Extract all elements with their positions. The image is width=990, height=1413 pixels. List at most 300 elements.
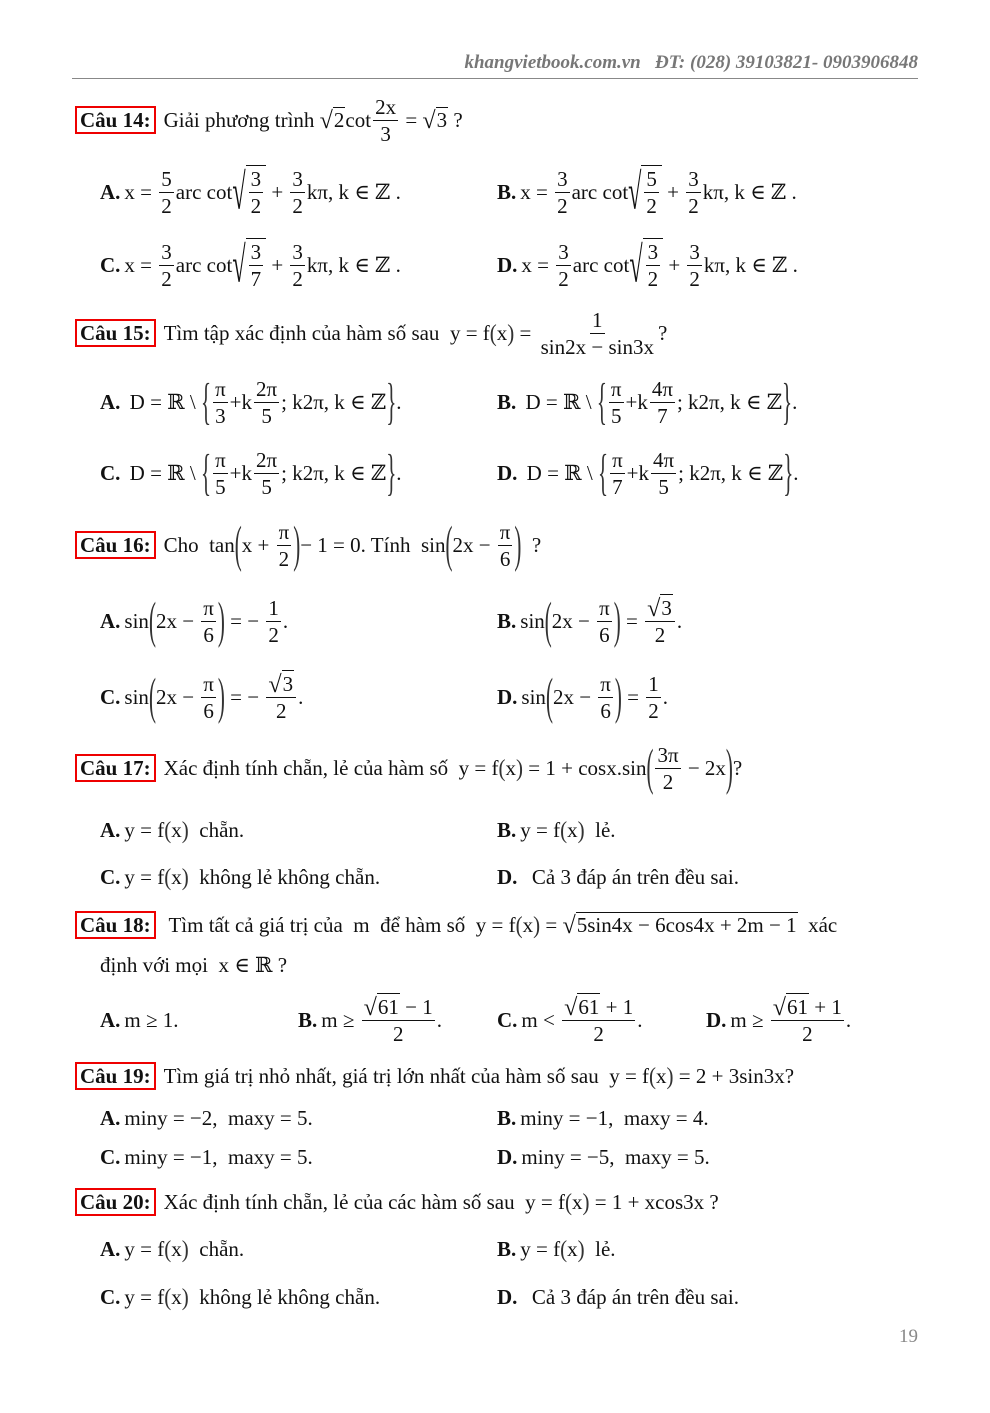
answer-option-a xyxy=(100,591,288,651)
math-text: y = f xyxy=(124,1236,165,1261)
math-group xyxy=(124,862,381,891)
numerator xyxy=(159,239,174,266)
parenthesis-group xyxy=(564,1187,590,1216)
fraction xyxy=(249,166,264,219)
math-text: 5 xyxy=(161,166,172,191)
denominator xyxy=(277,546,292,572)
math-text: . xyxy=(436,1007,442,1032)
parenthesis-group xyxy=(489,318,515,347)
math-text: xác xyxy=(797,912,838,937)
math-text: ? xyxy=(657,320,668,345)
numerator xyxy=(651,447,676,474)
numerator xyxy=(498,519,513,546)
denominator xyxy=(213,474,228,500)
math-text: π xyxy=(610,376,622,401)
numerator xyxy=(213,447,228,474)
math-group xyxy=(520,1234,616,1263)
right-paren-icon: ) xyxy=(217,590,225,649)
math-text: 5 xyxy=(261,474,272,499)
math-text: 1 xyxy=(648,671,659,696)
option-letter: A. xyxy=(100,179,121,204)
option-letter: C. xyxy=(100,684,121,709)
numerator xyxy=(655,742,680,769)
math-text: D = ℝ \ xyxy=(520,389,597,414)
math-text: x xyxy=(522,912,534,937)
question-label: Câu 15: xyxy=(75,319,156,347)
numerator xyxy=(590,307,605,334)
question-label: Câu 16: xyxy=(75,531,156,559)
question-stem xyxy=(75,303,667,363)
fraction xyxy=(686,166,701,219)
radicand xyxy=(246,238,267,292)
math-text: 3 xyxy=(282,672,294,696)
math-text: 6 xyxy=(599,622,610,647)
math-text: y = f xyxy=(458,755,499,780)
math-text: ? xyxy=(784,1063,795,1088)
math-text: = xyxy=(514,320,537,345)
header-phone: ĐT: (028) 39103821- 0903906848 xyxy=(655,52,918,73)
right-brace-icon: } xyxy=(386,371,397,430)
numerator xyxy=(201,671,216,698)
answer-option-d xyxy=(706,990,851,1050)
brace-group xyxy=(200,442,397,501)
math-text: kπ, k ∈ ℤ . xyxy=(306,252,401,277)
radicand xyxy=(436,107,449,133)
numerator xyxy=(254,447,279,474)
math-text: + 1 xyxy=(809,994,842,1019)
square-root xyxy=(773,993,809,1020)
math-group xyxy=(124,165,400,219)
answer-option-c xyxy=(100,235,401,295)
square-root xyxy=(232,238,266,292)
math-text: chẵn. xyxy=(188,1236,245,1261)
math-text: 2 xyxy=(646,194,657,218)
numerator xyxy=(277,519,292,546)
math-group xyxy=(552,595,614,648)
right-paren-icon: ) xyxy=(666,1061,674,1090)
denominator xyxy=(378,121,393,147)
math-text: kπ, k ∈ ℤ . xyxy=(702,179,797,204)
math-group xyxy=(321,993,442,1047)
denominator xyxy=(201,622,216,648)
math-group xyxy=(242,519,293,572)
math-text: không lẻ không chẵn. xyxy=(188,864,381,889)
numerator xyxy=(687,239,702,266)
math-text: 2 xyxy=(558,266,569,291)
numerator xyxy=(213,376,228,403)
fraction xyxy=(249,239,264,292)
radicand xyxy=(643,238,664,292)
option-letter: D. xyxy=(497,1144,518,1169)
answer-option-d xyxy=(497,667,668,727)
radical-sign-icon: √ xyxy=(422,106,436,134)
math-text: ; k2π, k ∈ ℤ xyxy=(281,460,387,485)
denominator xyxy=(800,1021,815,1047)
math-text: 5 xyxy=(610,403,622,428)
math-text: 3 xyxy=(292,239,303,264)
numerator xyxy=(645,594,675,622)
math-text: 3 xyxy=(215,403,226,428)
left-paren-icon: ( xyxy=(544,590,552,649)
math-text: 3 xyxy=(557,166,568,191)
math-text: x xyxy=(496,320,508,345)
math-text: y = f xyxy=(124,864,165,889)
parenthesis-group xyxy=(544,590,621,649)
left-paren-icon: ( xyxy=(164,862,172,891)
radicand xyxy=(660,594,673,621)
square-root xyxy=(647,594,673,621)
math-text: 6 xyxy=(203,622,214,647)
option-letter: B. xyxy=(497,1236,517,1261)
math-group xyxy=(653,742,725,795)
math-text: 2x − xyxy=(155,608,200,633)
math-text: π xyxy=(499,519,511,544)
left-paren-icon: ( xyxy=(234,514,242,573)
math-text: 5sin4x − 6cos4x + 2m − 1 xyxy=(576,913,797,937)
math-text: 2 xyxy=(392,1022,404,1046)
radical-sign-icon: √ xyxy=(562,911,576,939)
math-text: = xyxy=(540,912,563,937)
denominator xyxy=(201,698,216,724)
math-text: 2 xyxy=(557,193,568,218)
fraction xyxy=(254,447,279,500)
math-text: x xyxy=(171,864,182,889)
math-group xyxy=(164,307,668,360)
math-group xyxy=(124,442,402,501)
fraction xyxy=(201,671,216,724)
denominator xyxy=(259,474,274,500)
denominator xyxy=(259,403,274,429)
math-group xyxy=(211,447,386,500)
parenthesis-group xyxy=(164,815,189,844)
parenthesis-group xyxy=(498,753,524,782)
denominator xyxy=(539,334,656,360)
math-text: 2 xyxy=(275,699,287,723)
math-text: 2 xyxy=(662,769,674,794)
option-letter: A. xyxy=(100,389,121,414)
radicand xyxy=(786,993,809,1020)
math-text: ? xyxy=(521,532,542,557)
fraction xyxy=(159,166,174,219)
option-letter: C. xyxy=(100,864,121,889)
fraction xyxy=(644,166,659,219)
fraction xyxy=(266,595,281,648)
radical-sign-icon: √ xyxy=(268,670,282,698)
radical-sign-icon: √ xyxy=(564,993,578,1021)
math-text: 3 xyxy=(661,596,672,620)
math-text: x xyxy=(571,1189,583,1214)
parenthesis-group xyxy=(560,1234,585,1263)
radical-sign-icon: √ xyxy=(647,594,661,622)
brace-group xyxy=(200,371,397,430)
math-text: ? xyxy=(732,755,743,780)
fraction xyxy=(266,670,296,724)
brace-group xyxy=(597,442,794,501)
left-paren-icon: ( xyxy=(560,815,568,844)
math-text: = xyxy=(620,608,644,633)
numerator xyxy=(159,166,174,193)
math-group xyxy=(521,442,799,501)
right-brace-icon: } xyxy=(386,442,397,501)
option-letter: B. xyxy=(497,608,517,633)
math-group xyxy=(124,666,304,725)
left-brace-icon: { xyxy=(597,442,609,501)
math-text: 2 xyxy=(161,266,172,291)
left-paren-icon: ( xyxy=(564,1187,572,1216)
math-text: y = f xyxy=(124,817,165,842)
math-text: +k xyxy=(229,389,253,414)
question-stem-continued xyxy=(100,935,287,995)
radicand xyxy=(577,993,600,1020)
left-paren-icon: ( xyxy=(148,666,156,725)
fraction xyxy=(362,993,435,1047)
left-paren-icon: ( xyxy=(489,318,497,347)
right-paren-icon: ) xyxy=(582,1187,590,1216)
option-letter: C. xyxy=(100,1144,121,1169)
left-paren-icon: ( xyxy=(545,666,553,725)
math-text: Tìm tất cả giá trị của m để hàm số xyxy=(163,912,476,937)
math-text: Giải phương trình xyxy=(163,107,320,132)
math-text: x = xyxy=(521,252,555,277)
denominator xyxy=(655,403,670,429)
math-text: + xyxy=(266,179,289,204)
math-text: 3 xyxy=(250,167,262,191)
math-text: + xyxy=(663,252,686,277)
numerator xyxy=(249,166,264,193)
math-text: 2 xyxy=(292,266,303,291)
math-text: x + xyxy=(241,532,275,557)
radicand xyxy=(641,165,662,219)
answer-option-b xyxy=(497,162,797,222)
math-group xyxy=(521,993,642,1047)
math-text: miny = −5, maxy = 5. xyxy=(521,1144,710,1169)
right-paren-icon: ) xyxy=(516,753,524,782)
fraction xyxy=(159,239,174,292)
left-paren-icon: ( xyxy=(445,514,453,573)
right-paren-icon: ) xyxy=(614,666,622,725)
right-paren-icon: ) xyxy=(533,910,541,939)
math-text: y = f xyxy=(449,320,490,345)
denominator xyxy=(213,403,228,429)
left-paren-icon: ( xyxy=(164,1282,172,1311)
math-text: arc cot xyxy=(175,252,233,277)
math-group xyxy=(553,671,615,724)
answer-option-c xyxy=(100,667,303,727)
math-text: y = f xyxy=(124,1284,165,1309)
square-root xyxy=(629,238,663,292)
math-group xyxy=(730,993,851,1047)
denominator xyxy=(290,193,305,219)
math-text: lẻ. xyxy=(584,817,616,842)
math-text: 2 xyxy=(654,623,666,647)
question-label: Câu 18: xyxy=(75,911,156,939)
fraction xyxy=(290,166,305,219)
math-text: y = f xyxy=(520,817,561,842)
math-text: 2 xyxy=(292,193,303,218)
radicand xyxy=(282,670,295,697)
denominator xyxy=(646,266,661,292)
fraction xyxy=(213,447,228,500)
radical-sign-icon: √ xyxy=(232,237,246,294)
fraction xyxy=(687,239,702,292)
math-text: 3 xyxy=(161,239,172,264)
math-text: ; k2π, k ∈ ℤ xyxy=(676,389,783,414)
math-text: kπ, k ∈ ℤ . xyxy=(703,252,798,277)
math-text: arc cot xyxy=(571,179,629,204)
answer-option-c xyxy=(100,443,402,503)
fraction xyxy=(373,94,398,147)
numerator xyxy=(249,239,264,266)
math-text: + xyxy=(661,179,685,204)
math-text: + xyxy=(266,252,289,277)
math-group xyxy=(608,447,783,500)
right-paren-icon: ) xyxy=(181,1234,189,1263)
numerator xyxy=(610,447,625,474)
math-text: x xyxy=(171,1284,182,1309)
math-text: arc cot xyxy=(175,179,233,204)
math-text: Cho tan xyxy=(163,532,235,557)
option-letter: D. xyxy=(497,252,518,277)
math-text: 2 xyxy=(278,546,290,571)
math-text: = 1 + xcos3x xyxy=(589,1189,705,1214)
math-text: = xyxy=(621,684,645,709)
math-text: = 1 + cosx.sin xyxy=(523,755,647,780)
radicand xyxy=(246,165,267,219)
left-paren-icon: ( xyxy=(148,590,156,649)
option-letter: A. xyxy=(100,1236,121,1261)
denominator xyxy=(556,266,571,292)
denominator xyxy=(249,266,264,292)
math-group xyxy=(124,590,289,649)
parenthesis-group xyxy=(148,666,225,725)
option-letter: B. xyxy=(497,179,517,204)
math-text: . xyxy=(396,460,402,485)
answer-option-a xyxy=(100,372,402,432)
math-text: 5 xyxy=(646,167,657,191)
denominator xyxy=(646,698,661,724)
denominator xyxy=(274,698,289,724)
fraction xyxy=(646,239,661,292)
numerator xyxy=(556,239,571,266)
math-text: chẵn. xyxy=(188,817,245,842)
math-text: 3 xyxy=(647,240,659,264)
radicand xyxy=(576,912,798,938)
left-paren-icon: ( xyxy=(515,910,523,939)
math-text: + 1 xyxy=(600,994,634,1019)
math-group xyxy=(124,371,402,430)
option-letter: B. xyxy=(497,389,517,414)
math-group xyxy=(520,590,683,649)
fraction xyxy=(539,307,656,360)
numerator xyxy=(562,993,635,1021)
math-text: Cả 3 đáp án trên đều sai. xyxy=(521,1284,739,1309)
fraction xyxy=(213,376,228,429)
math-group xyxy=(521,1285,739,1310)
option-letter: B. xyxy=(298,1007,318,1032)
right-paren-icon: ) xyxy=(181,862,189,891)
math-text: 6 xyxy=(600,698,611,723)
square-root xyxy=(562,912,797,938)
parenthesis-group xyxy=(148,590,225,649)
header-site: khangvietbook.com.vn xyxy=(464,52,641,73)
math-text: − 2x xyxy=(682,755,726,780)
math-text: 2 xyxy=(647,267,659,291)
math-text: D = ℝ \ xyxy=(124,389,201,414)
square-root xyxy=(364,993,400,1020)
math-group xyxy=(773,993,842,1020)
numerator xyxy=(290,166,305,193)
fraction xyxy=(290,239,305,292)
math-text: +k xyxy=(626,460,650,485)
math-group xyxy=(521,1145,709,1170)
math-text: = − xyxy=(224,608,265,633)
math-text: y = f xyxy=(520,1236,561,1261)
math-text: 1 xyxy=(268,595,279,620)
fraction xyxy=(609,376,624,429)
option-letter: D. xyxy=(497,864,518,889)
numerator xyxy=(686,166,701,193)
math-text: 2π xyxy=(256,376,278,401)
denominator xyxy=(686,193,701,219)
fraction xyxy=(771,993,844,1047)
fraction xyxy=(556,239,571,292)
math-text: 5 xyxy=(658,474,669,499)
option-letter: C. xyxy=(497,1007,518,1032)
math-text: ; k2π, k ∈ ℤ xyxy=(678,460,784,485)
math-text: ? xyxy=(448,107,463,132)
math-text: 2x − xyxy=(551,608,596,633)
option-letter: A. xyxy=(100,1007,121,1032)
right-paren-icon: ) xyxy=(507,318,515,347)
question-label: Câu 14: xyxy=(75,106,156,134)
math-text: 3 xyxy=(380,121,391,146)
math-text: x ∈ ℝ xyxy=(218,952,273,977)
math-text: x = xyxy=(124,179,158,204)
math-text: Tìm giá trị nhỏ nhất, giá trị lớn nhất của hàm số sau xyxy=(163,1063,610,1088)
math-text: sin xyxy=(124,684,149,709)
math-text: 61 xyxy=(787,995,809,1019)
math-group xyxy=(520,165,796,219)
numerator xyxy=(362,993,435,1021)
numerator xyxy=(373,94,398,121)
square-root xyxy=(422,107,448,133)
math-group xyxy=(364,993,433,1020)
numerator xyxy=(597,595,612,622)
math-text: sin xyxy=(124,608,149,633)
math-text: D = ℝ \ xyxy=(124,460,201,485)
math-text: 3 xyxy=(558,239,569,264)
parenthesis-group xyxy=(646,737,733,796)
math-group xyxy=(163,737,743,796)
math-group xyxy=(156,595,218,648)
denominator xyxy=(687,266,702,292)
math-text: 2 xyxy=(689,266,700,291)
math-group xyxy=(124,1008,178,1033)
right-paren-icon: ) xyxy=(577,815,585,844)
math-text: 2 xyxy=(688,193,699,218)
math-text: − 1 = 0 xyxy=(300,532,361,557)
math-text: = 2 + 3sin3x xyxy=(673,1063,785,1088)
radicand xyxy=(333,107,346,133)
math-text: 61 xyxy=(377,995,399,1019)
question-stem xyxy=(75,515,541,575)
radical-sign-icon: √ xyxy=(628,164,642,221)
math-text: . xyxy=(792,389,798,414)
math-group xyxy=(124,815,245,844)
math-text: = xyxy=(400,107,423,132)
math-text: 4π xyxy=(653,447,675,472)
fraction xyxy=(555,166,570,219)
